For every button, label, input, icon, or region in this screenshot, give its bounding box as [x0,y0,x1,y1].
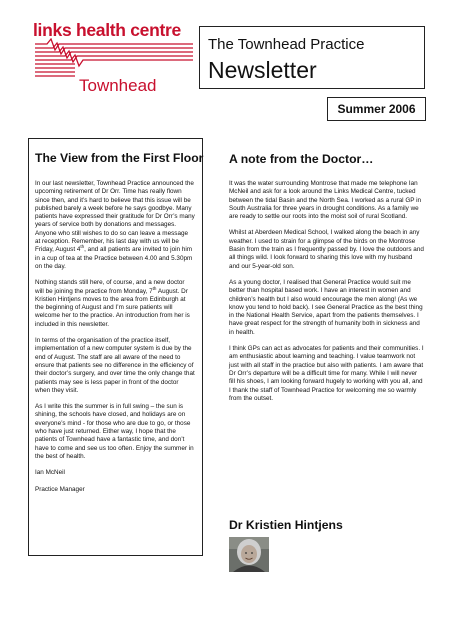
edition-badge [327,97,426,121]
page-title: Newsletter [208,57,317,83]
edition-label: Summer 2006 [337,102,416,116]
paragraph: In terms of the organisation of the practice itself, implementation of a new computer system is due by the end of August. The staff are all aware of the need to ensure that patients see no difference in the efficiency of their doctor’s surgery, and over time the only change that patients may see is less paper in front of the doctor when they visit. [35,337,195,394]
paragraph: Whilst at Aberdeen Medical School, I walked along the beach in any weather. I used to strain for a glimpse of the birds on the Montrose Basin from the train as I frequently passed by. I love the outdoors and all things wild. I look forward to sharing this love with my husband and our 5-year-old son. [229,229,424,270]
paragraph: As I write this the summer is in full swing – the sun is shining, the schools have closed, and holidays are on everyone’s mind - for those who are due to go, or those who have just returned. Either way, I hope that the patients of Townhead have a fantastic time, and don’t have to come and see us too often. Enjoy the summer in the best of health. [35,403,194,460]
signoff-role: Practice Manager [35,485,85,493]
paragraph: Nothing stands still here, of course, and a new doctor will be joining the practice from Monday, 7th August. Dr Kristien Hintjens moves to the area from Edinburgh at the beginning of August and I’m sure patients will welcome her to the practice. An introduction from her is included in this newsletter. [35,279,190,328]
doctor-photo [229,537,269,572]
paragraph: As a young doctor, I realised that General Practice would suit me better than hospital based work. I have an interest in women and children’s health but I also would encourage the men along! (As we know you tend to hold back). I see General Practice as the best thing in the National Health Service, apart from the patients themselves. I have great respect for the strength of humanity both in sickness and in health. [229,278,423,336]
logo-title: links health centre [33,20,181,40]
manager-article-body [35,180,195,502]
practice-logo [33,20,193,140]
signoff-name: Ian McNeil [35,469,65,477]
logo-location: Townhead [79,76,157,95]
doctor-article-body [229,180,424,411]
doctor-signature: Dr Kristien Hintjens [229,518,343,532]
paragraph: I think GPs can act as advocates for patients and their communities. I am enthusiastic about learning and teaching. I value teamwork not just with all staff in the practice but also with patients. I am aware that Dr Orr’s departure will be a difficult time for many. While I will never fill his shoes, I am looking forward hugely to working with you all, and I thank the staff of Townhead Practice for welcoming me so warmly from the outset. [229,345,424,402]
paragraph: It was the water surrounding Montrose that made me telephone Ian McNeil and ask for a look around the Links Medical Centre, tucked between the tidal Basin and the North Sea. I worked as a rural GP in South Australia for three years in drought conditions. As a family we are ready to settle our roots into the moist soil of rural Scotland. [229,180,422,221]
newsletter-header [199,26,425,89]
manager-article-heading: The View from the First Floor [35,151,204,165]
practice-name: The Townhead Practice [208,36,365,53]
manager-article [28,138,203,556]
doctor-article-heading: A note from the Doctor… [229,152,374,166]
paragraph: In our last newsletter, Townhead Practice announced the upcoming retirement of Dr Orr. Time has really flown since then, and it’s hard to believe that this issue will be published barely a week before he says goodbye. Many patients have expressed their gratitude for Dr Orr’s many years of service both by donations and messages. Anyone who still wishes to do so can leave a message at reception. Remember, his last day with us will be Friday, August 4th, and all patients are invited to join him in a cup of tea at the Practice between 4.00 and 5.30pm on the day. [35,180,195,270]
